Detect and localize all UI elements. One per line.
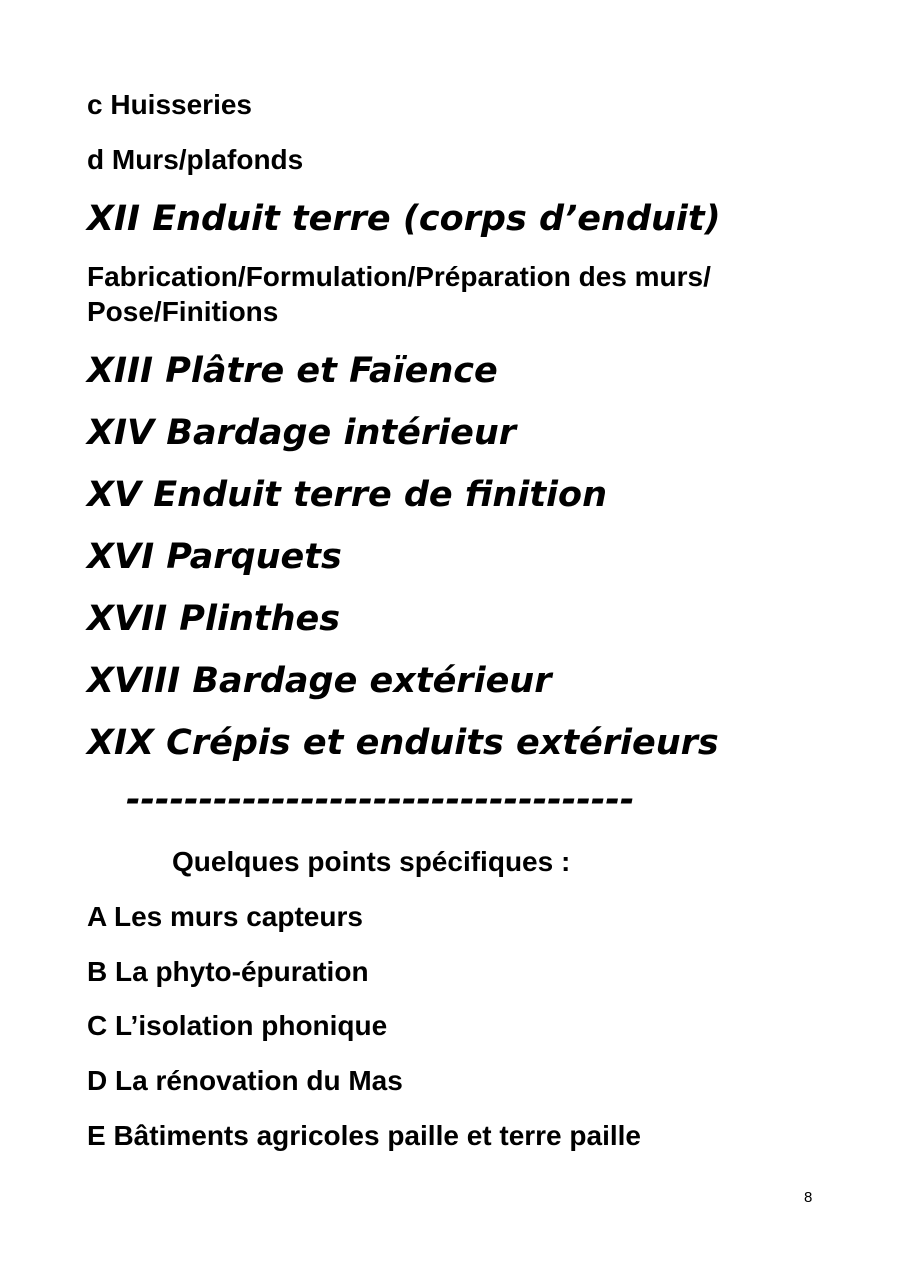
chapter-xv: XV Enduit terre de finition	[87, 475, 608, 515]
specific-point-e: E Bâtiments agricoles paille et terre paille	[87, 1120, 641, 1151]
specific-point-c: C L’isolation phonique	[87, 1010, 388, 1041]
chapter-xiii: XIII Plâtre et Faïence	[87, 351, 498, 391]
subsection-huisseries: c Huisseries	[87, 89, 252, 120]
subsection-murs-plafonds: d Murs/plafonds	[87, 144, 304, 175]
page-number: 8	[804, 1189, 813, 1206]
chapter-xviii: XVIII Bardage extérieur	[87, 661, 552, 701]
chapter-xvii: XVII Plinthes	[87, 599, 341, 639]
dashed-separator: -----------------------------------	[126, 780, 635, 820]
chapter-xii-description-line-1: Fabrication/Formulation/Préparation des murs/	[87, 261, 711, 292]
specific-point-a: A Les murs capteurs	[87, 901, 363, 932]
specific-points-heading: Quelques points spécifiques :	[172, 846, 571, 877]
chapter-xiv: XIV Bardage intérieur	[87, 413, 517, 453]
specific-point-d: D La rénovation du Mas	[87, 1065, 403, 1096]
chapter-xix: XIX Crépis et enduits extérieurs	[87, 723, 719, 763]
specific-point-b: B La phyto-épuration	[87, 956, 369, 987]
chapter-xii-description-line-2: Pose/Finitions	[87, 296, 279, 327]
chapter-xii: XII Enduit terre (corps d’enduit)	[87, 199, 721, 239]
chapter-xvi: XVI Parquets	[87, 537, 342, 577]
